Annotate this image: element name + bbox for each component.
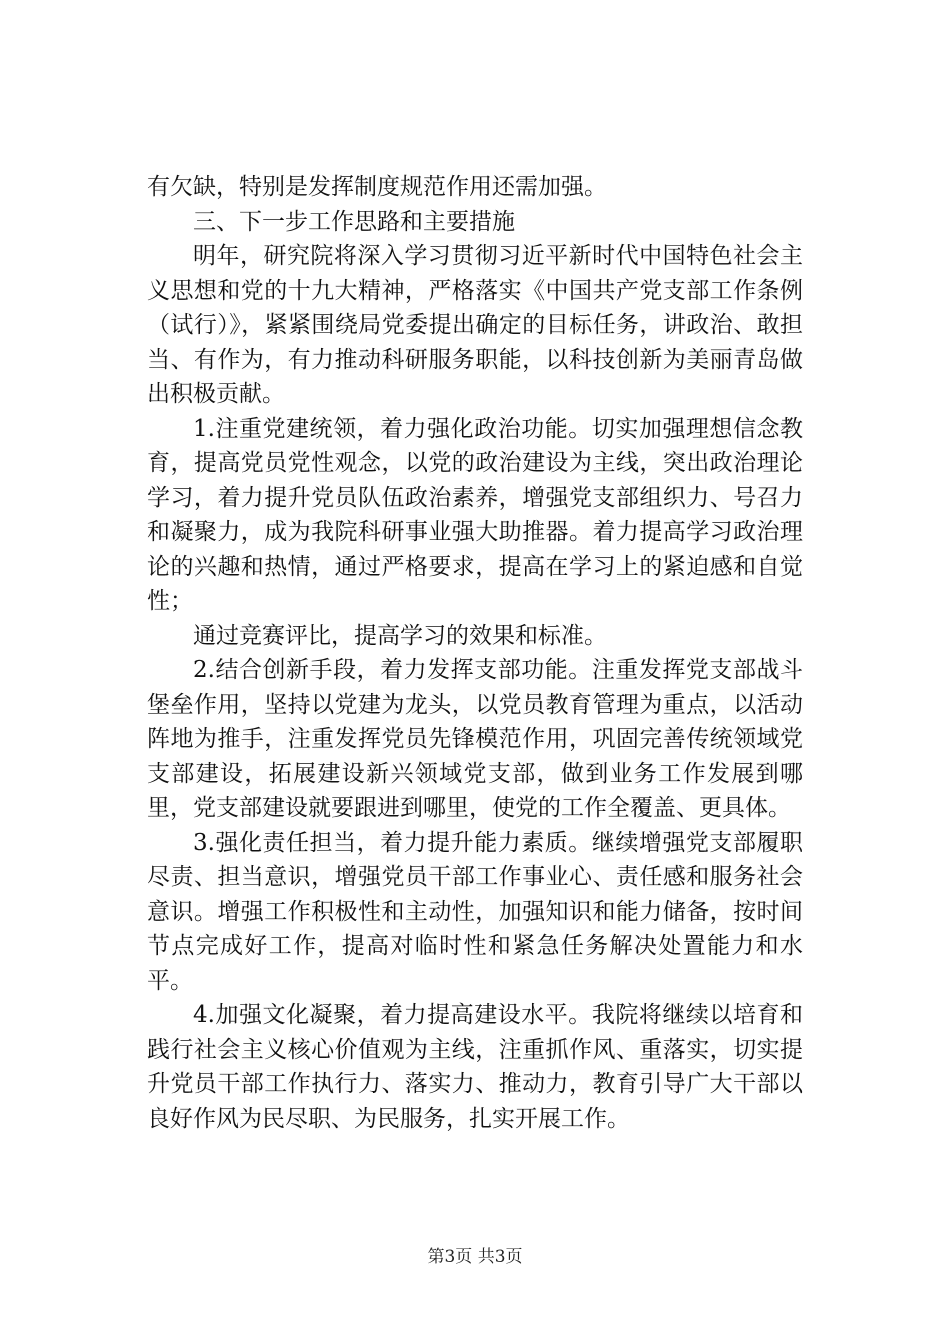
paragraph-item-2: 2.结合创新手段，着力发挥支部功能。注重发挥党支部战斗堡垒作用，坚持以党建为龙头，以党员教育管理为重点，以活动阵地为推手，注重发挥党员先锋模范作用，巩固完善传统领域党支部建设，拓展建设新兴领域党支部，做到业务工作发展到哪里，党支部建设就要跟进到哪里，使党的工作全覆盖、更具体。: [147, 657, 803, 821]
paragraph-continuation: 有欠缺，特别是发挥制度规范作用还需加强。: [147, 174, 607, 200]
paragraph-item-4: 4.加强文化凝聚，着力提高建设水平。我院将继续以培育和践行社会主义核心价值观为主线，注重抓作风、重落实，切实提升党员干部工作执行力、落实力、推动力，教育引导广大干部以良好作风为民尽职、为民服务，扎实开展工作。: [147, 1002, 803, 1132]
paragraph-intro: 明年，研究院将深入学习贯彻习近平新时代中国特色社会主义思想和党的十九大精神，严格落实《中国共产党支部工作条例（试行）》，紧紧围绕局党委提出确定的目标任务，讲政治、敢担当、有作为，有力推动科研服务职能，以科技创新为美丽青岛做出积极贡献。: [147, 243, 803, 407]
paragraph-item-1-continued: 通过竞赛评比，提高学习的效果和标准。: [193, 622, 607, 649]
section-heading: 三、下一步工作思路和主要措施: [193, 208, 515, 235]
paragraph-item-3: 3.强化责任担当，着力提升能力素质。继续增强党支部履职尽责、担当意识，增强党员干部工作事业心、责任感和服务社会意识。增强工作积极性和主动性，加强知识和能力储备，按时间节点完成好工作，提高对临时性和紧急任务解决处置能力和水平。: [147, 829, 803, 994]
page-number-footer: 第3页 共3页: [427, 1247, 523, 1267]
paragraph-item-1: 1.注重党建统领，着力强化政治功能。切实加强理想信念教育，提高党员党性观念，以党的政治建设为主线，突出政治理论学习，着力提升党员队伍政治素养，增强党支部组织力、号召力和凝聚力，成为我院科研事业强大助推器。着力提高学习政治理论的兴趣和热情，通过严格要求，提高在学习上的紧迫感和自觉性；: [147, 415, 803, 614]
document-body: [147, 170, 803, 1136]
